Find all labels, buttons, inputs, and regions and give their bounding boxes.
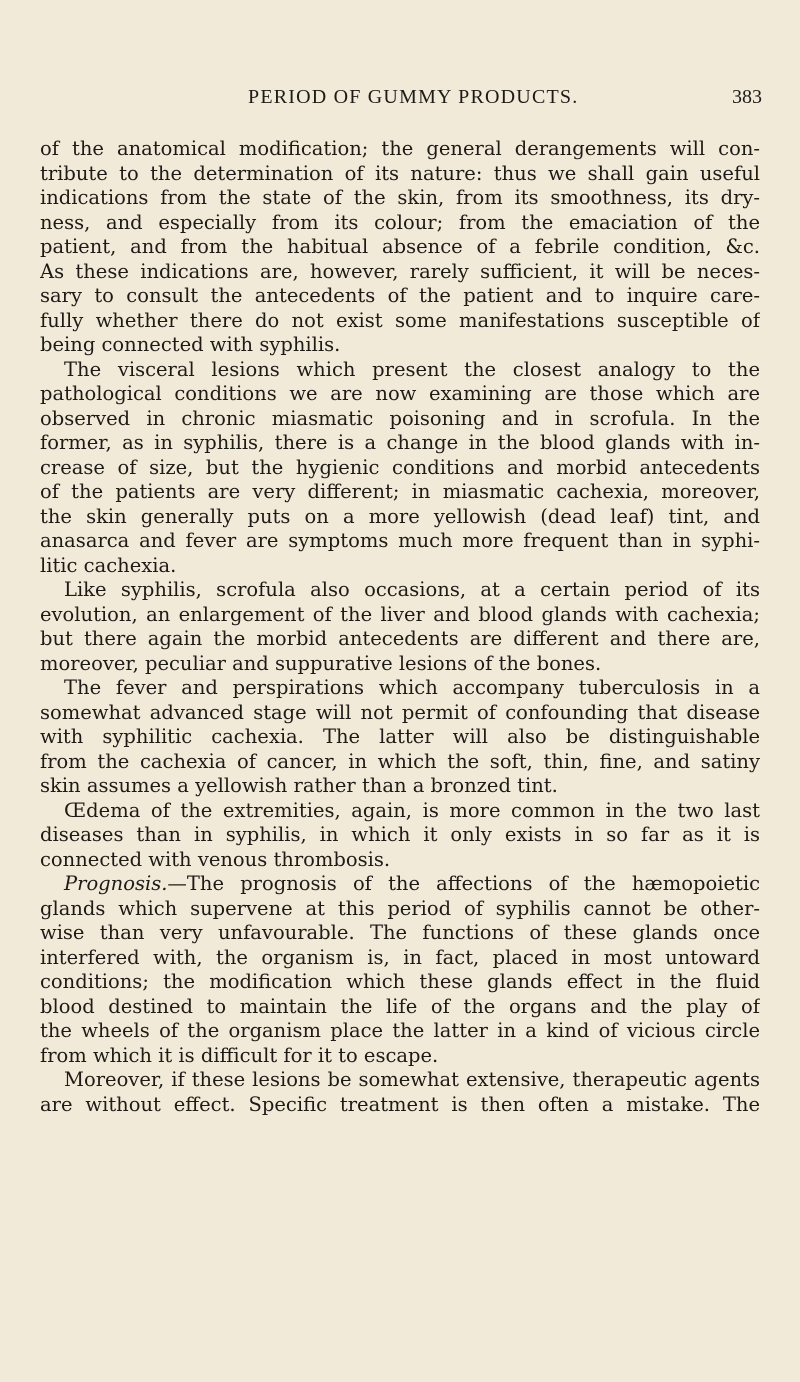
line-text: ness, and especially from its colour; from the emaciation of the <box>40 210 760 234</box>
text-line <box>40 676 760 701</box>
text-line <box>40 1044 760 1069</box>
line-text: interfered with, the organism is, in fact, placed in most untoward <box>40 945 760 969</box>
text-line <box>40 1019 760 1044</box>
line-text: with syphilitic cachexia. The latter will also be distinguishable <box>40 725 760 748</box>
line-text: of the patients are very different; in miasmatic cachexia, moreover, <box>40 480 760 503</box>
line-text: —The prognosis of the affections of the hæmopoietic <box>167 872 760 895</box>
text-line <box>40 1093 760 1118</box>
text-line <box>40 701 760 726</box>
text-line <box>40 652 760 677</box>
line-text: conditions; the modification which these glands effect in the fluid <box>40 970 760 993</box>
line-text: observed in chronic miasmatic poisoning and in scrofula. In the <box>40 406 760 430</box>
line-text: pathological conditions we are now examining are those which are <box>40 382 760 405</box>
line-text: connected with venous thrombosis. <box>40 847 391 871</box>
text-line <box>40 921 760 946</box>
text-line <box>40 358 760 383</box>
line-text: diseases than in syphilis, in which it only exists in so far as it is <box>40 823 760 846</box>
line-text: from which it is difficult for it to escape. <box>40 1043 439 1067</box>
text-line <box>40 823 760 848</box>
text-line <box>40 848 760 873</box>
text-line <box>40 211 760 236</box>
text-line <box>40 407 760 432</box>
text-line <box>40 529 760 554</box>
text-line <box>40 333 760 358</box>
text-line <box>40 603 760 628</box>
line-text: Moreover, if these lesions be somewhat extensive, therapeutic agents <box>64 1068 760 1091</box>
text-line <box>40 382 760 407</box>
line-text: somewhat advanced stage will not permit of confounding that disease <box>40 700 760 724</box>
line-text: evolution, an enlargement of the liver and blood glands with cachexia; <box>40 602 760 626</box>
line-text: The fever and perspirations which accompany tuberculosis in a <box>64 676 760 699</box>
text-line <box>40 235 760 260</box>
text-line <box>40 750 760 775</box>
line-text: indications from the state of the skin, from its smoothness, its dry- <box>40 186 760 209</box>
line-text: from the cachexia of cancer, in which the soft, thin, fine, and satiny <box>40 749 760 773</box>
text-line <box>40 284 760 309</box>
line-text: the wheels of the organism place the latter in a kind of vicious circle <box>40 1019 760 1042</box>
text-line <box>40 872 760 897</box>
line-text: fully whether there do not exist some manifestations susceptible of <box>40 308 760 332</box>
line-text: tribute to the determination of its nature: thus we shall gain useful <box>40 161 760 185</box>
line-text: of the anatomical modification; the general derangements will con- <box>40 137 760 160</box>
text-line <box>40 799 760 824</box>
text-line <box>40 946 760 971</box>
text-line <box>40 897 760 922</box>
line-text: the skin generally puts on a more yellowish (dead leaf) tint, and <box>40 504 760 528</box>
line-text: former, as in syphilis, there is a change in the blood glands with in- <box>40 431 760 454</box>
text-line <box>40 137 760 162</box>
text-line <box>40 431 760 456</box>
line-text: Like syphilis, scrofula also occasions, at a certain period of its <box>64 578 760 601</box>
line-text: are without effect. Specific treatment is then often a mistake. The <box>40 1092 760 1116</box>
text-line <box>40 505 760 530</box>
line-text: but there again the morbid antecedents are different and there are, <box>40 627 760 650</box>
line-text: blood destined to maintain the life of the organs and the play of <box>40 994 760 1018</box>
page-header <box>38 86 762 118</box>
text-line <box>40 186 760 211</box>
text-line <box>40 725 760 750</box>
text-line <box>40 970 760 995</box>
text-line <box>40 578 760 603</box>
running-title: PERIOD OF GUMMY PRODUCTS. <box>248 86 579 108</box>
text-line <box>40 774 760 799</box>
text-line <box>40 480 760 505</box>
line-text: The visceral lesions which present the closest analogy to the <box>64 357 760 381</box>
line-text: glands which supervene at this period of syphilis cannot be other- <box>40 896 760 920</box>
line-text: patient, and from the habitual absence of a febrile condition, &c. <box>40 235 760 258</box>
line-text: As these indications are, however, rarely sufficient, it will be neces- <box>40 259 760 283</box>
line-text: sary to consult the antecedents of the patient and to inquire care- <box>40 284 760 307</box>
text-line <box>40 309 760 334</box>
line-text: litic cachexia. <box>40 553 177 577</box>
line-text: moreover, peculiar and suppurative lesions of the bones. <box>40 651 602 675</box>
line-text: skin assumes a yellowish rather than a bronzed tint. <box>40 774 558 797</box>
line-text: Œdema of the extremities, again, is more common in the two last <box>64 798 760 822</box>
text-line <box>40 554 760 579</box>
text-line <box>40 162 760 187</box>
text-line <box>40 995 760 1020</box>
line-text: being connected with syphilis. <box>40 333 341 356</box>
text-line <box>40 627 760 652</box>
text-line <box>40 1068 760 1093</box>
line-text: anasarca and fever are symptoms much more frequent than in syphi- <box>40 529 760 552</box>
text-line <box>40 456 760 481</box>
line-text: wise than very unfavourable. The functions of these glands once <box>40 921 760 944</box>
line-text: crease of size, but the hygienic conditions and morbid antecedents <box>40 455 760 479</box>
page-number: 383 <box>732 86 762 108</box>
section-lead: Prognosis. <box>64 872 168 895</box>
body-text <box>40 137 760 1117</box>
text-line <box>40 260 760 285</box>
